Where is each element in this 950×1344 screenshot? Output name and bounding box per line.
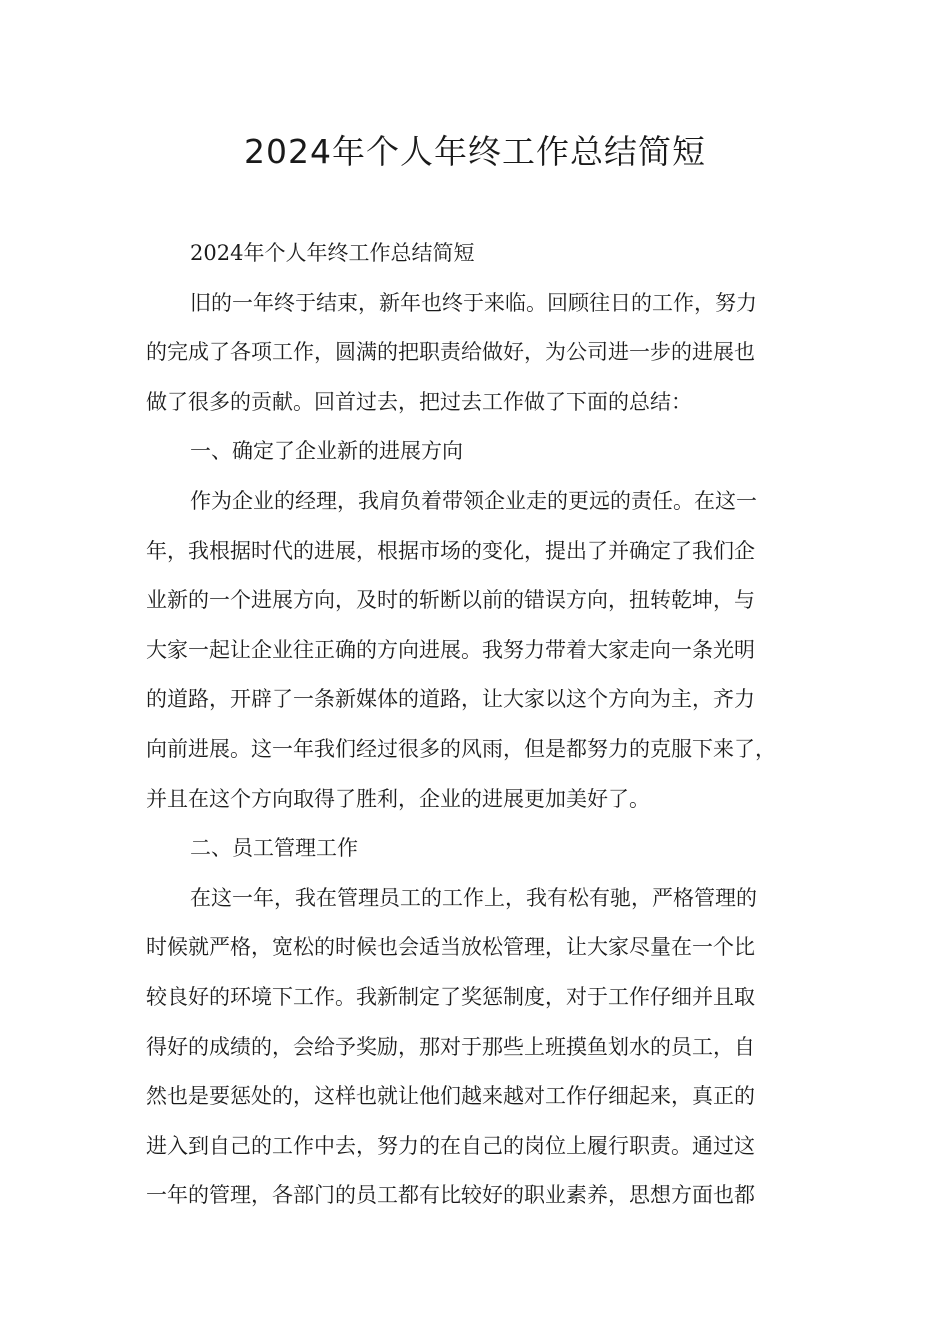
body-line: 然也是要惩处的，这样也就让他们越来越对工作仔细起来，真正的: [146, 1084, 755, 1109]
body-line: 旧的一年终于结束，新年也终于来临。回顾往日的工作，努力: [190, 290, 757, 315]
body-line: 业新的一个进展方向，及时的斩断以前的错误方向，扭转乾坤，与: [146, 588, 755, 613]
body-line: 大家一起让企业往正确的方向进展。我努力带着大家走向一条光明: [146, 637, 755, 662]
body-line: 做了很多的贡献。回首过去，把过去工作做了下面的总结：: [146, 389, 692, 414]
body-line: 的道路，开辟了一条新媒体的道路，让大家以这个方向为主，齐力: [146, 687, 755, 712]
body-line: 作为企业的经理，我肩负着带领企业走的更远的责任。在这一: [190, 488, 757, 513]
document-body: [146, 229, 818, 1221]
body-line: 向前进展。这一年我们经过很多的风雨，但是都努力的克服下来了，: [146, 736, 776, 761]
body-line: 一年的管理，各部门的员工都有比较好的职业素养，思想方面也都: [146, 1183, 755, 1208]
body-line: 年，我根据时代的进展，根据市场的变化，提出了并确定了我们企: [146, 538, 755, 563]
document-title: 2024年个人年终工作总结简短: [244, 132, 706, 171]
section-heading: 二、员工管理工作: [190, 836, 358, 861]
body-line: 的完成了各项工作，圆满的把职责给做好，为公司进一步的进展也: [146, 340, 755, 365]
body-line: 得好的成绩的，会给予奖励，那对于那些上班摸鱼划水的员工，自: [146, 1034, 755, 1059]
section-heading: 一、确定了企业新的进展方向: [190, 439, 463, 464]
body-line: 2024年个人年终工作总结简短: [190, 241, 475, 265]
body-line: 在这一年，我在管理员工的工作上，我有松有驰，严格管理的: [190, 885, 757, 910]
body-line: 并且在这个方向取得了胜利，企业的进展更加美好了。: [146, 786, 650, 811]
body-line: 进入到自己的工作中去，努力的在自己的岗位上履行职责。通过这: [146, 1133, 755, 1158]
body-line: 较良好的环境下工作。我新制定了奖惩制度，对于工作仔细并且取: [146, 984, 755, 1009]
body-line: 时候就严格，宽松的时候也会适当放松管理，让大家尽量在一个比: [146, 935, 755, 960]
